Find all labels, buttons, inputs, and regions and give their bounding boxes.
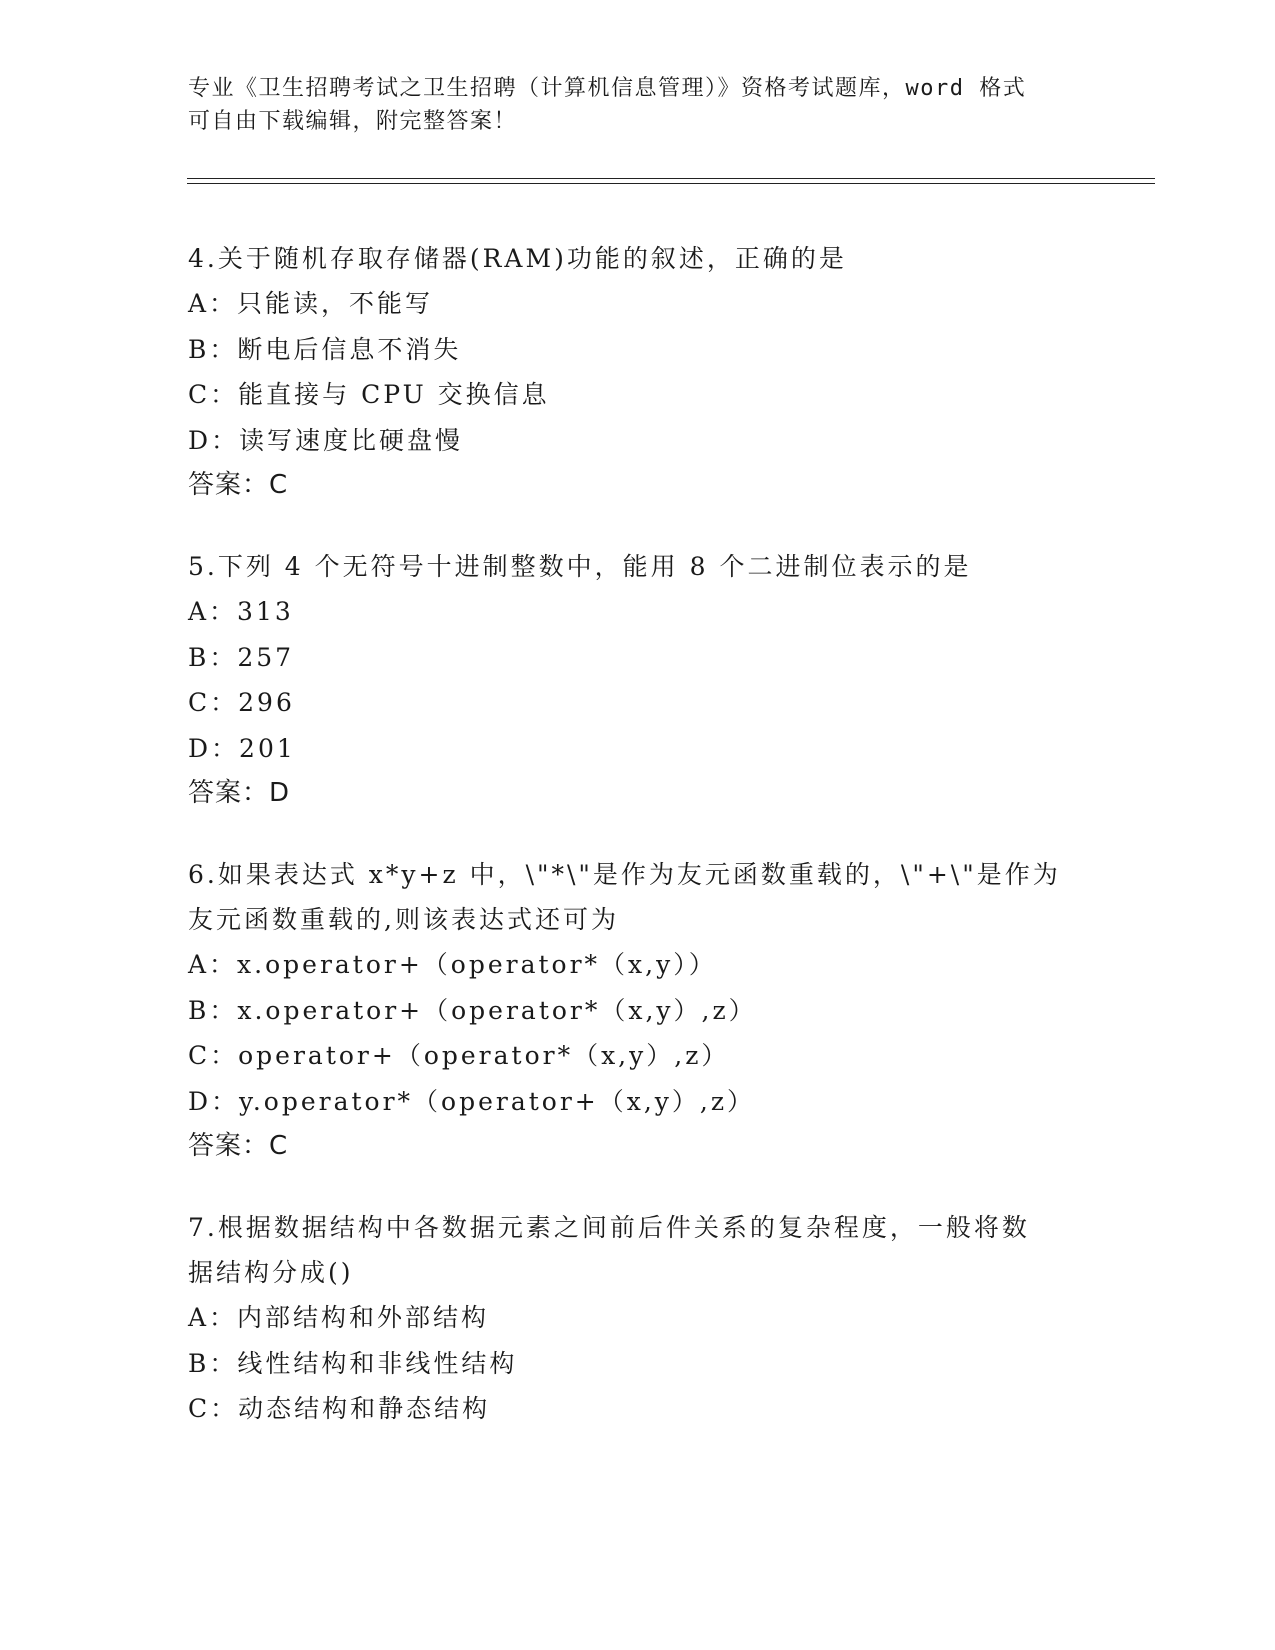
question-5 bbox=[188, 544, 1088, 816]
question-stem: 5.下列 4 个无符号十进制整数中，能用 8 个二进制位表示的是 bbox=[188, 552, 972, 581]
option-a: A：内部结构和外部结构 bbox=[188, 1303, 490, 1332]
question-stem-line-1: 6.如果表达式 x*y+z 中，\"*\"是作为友元函数重载的，\"+\"是作为 bbox=[188, 860, 1061, 889]
option-d: D：读写速度比硬盘慢 bbox=[188, 425, 464, 455]
option-b: B：线性结构和非线性结构 bbox=[188, 1348, 518, 1378]
option-c: C：operator+（operator*（x,y）,z） bbox=[188, 1041, 730, 1070]
option-b: B：257 bbox=[188, 642, 295, 672]
header-divider-bottom bbox=[187, 183, 1155, 184]
question-stem-line-2: 友元函数重载的,则该表达式还可为 bbox=[188, 905, 619, 934]
option-a: A：只能读，不能写 bbox=[188, 289, 434, 318]
question-6 bbox=[188, 852, 1088, 1169]
question-list bbox=[188, 236, 1088, 1468]
option-b: B：断电后信息不消失 bbox=[188, 334, 462, 364]
option-a: A：x.operator+（operator*（x,y）） bbox=[188, 950, 717, 979]
header-divider-top bbox=[187, 178, 1155, 179]
answer-line: 答案：C bbox=[188, 1131, 289, 1161]
question-stem-line-2: 据结构分成() bbox=[188, 1258, 354, 1287]
answer-line: 答案：C bbox=[188, 470, 289, 500]
option-c: C：296 bbox=[188, 688, 295, 717]
option-c: C：能直接与 CPU 交换信息 bbox=[188, 380, 550, 409]
question-7 bbox=[188, 1205, 1088, 1432]
option-a: A：313 bbox=[188, 597, 294, 626]
header-line-1: 专业《卫生招聘考试之卫生招聘（计算机信息管理）》资格考试题库，word 格式 bbox=[188, 76, 1027, 101]
header-line-2: 可自由下载编辑，附完整答案！ bbox=[188, 109, 518, 134]
document-header bbox=[188, 72, 1088, 138]
question-stem: 4.关于随机存取存储器(RAM)功能的叙述，正确的是 bbox=[188, 244, 847, 273]
question-stem-line-1: 7.根据数据结构中各数据元素之间前后件关系的复杂程度，一般将数 bbox=[188, 1213, 1030, 1242]
option-d: D：y.operator*（operator+（x,y）,z） bbox=[188, 1086, 756, 1116]
option-c: C：动态结构和静态结构 bbox=[188, 1394, 491, 1423]
option-b: B：x.operator+（operator*（x,y）,z） bbox=[188, 995, 757, 1025]
question-4 bbox=[188, 236, 1088, 508]
answer-line: 答案：D bbox=[188, 778, 291, 808]
option-d: D：201 bbox=[188, 733, 296, 763]
